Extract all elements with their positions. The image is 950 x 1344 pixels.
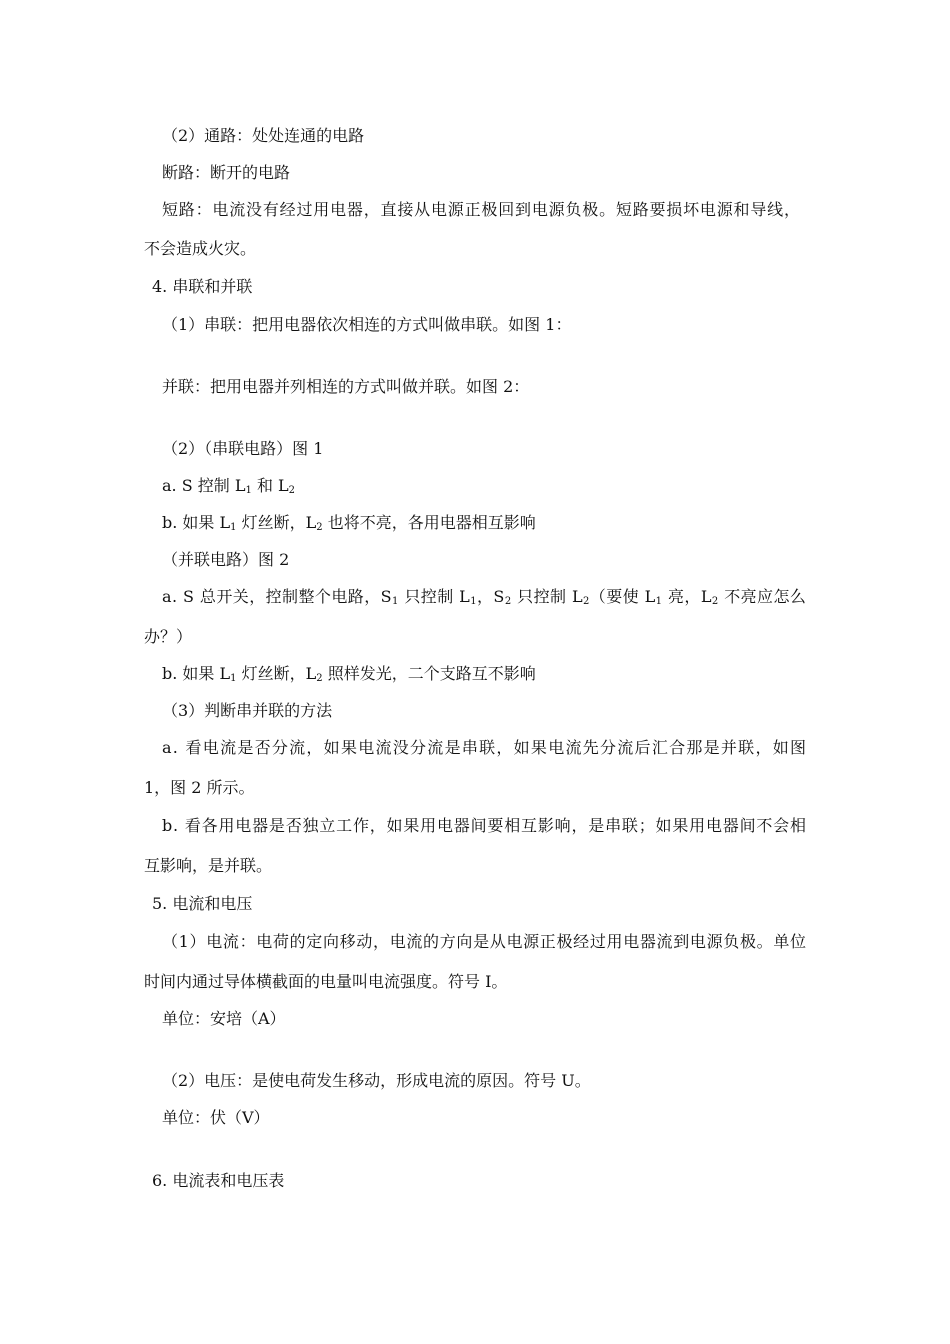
text-line: b. 看各用电器是否独立工作，如果用电器间要相互影响，是串联；如果用电器间不会相 — [162, 816, 807, 835]
text-line: a. 看电流是否分流，如果电流没分流是串联，如果电流先分流后汇合那是并联，如图 — [162, 738, 808, 757]
text-line: （2）通路：处处连通的电路 — [162, 126, 365, 145]
text-line: 并联：把用电器并列相连的方式叫做并联。如图 2： — [162, 377, 530, 396]
text-line: 办？） — [144, 627, 193, 646]
text-line: 单位：伏（V） — [162, 1108, 270, 1127]
text-line: 不会造成火灾。 — [144, 239, 257, 258]
text-line: b. 如果 $L_1$ 灯丝断，$L_2$ 也将不亮，各用电器相互影响 — [162, 513, 536, 533]
text-line: a. S 控制 $L_1$ 和 $L_2$ — [162, 476, 296, 496]
text-line: 时间内通过导体横截面的电量叫电流强度。符号 I。 — [144, 972, 508, 991]
text-line: （1）电流：电荷的定向移动，电流的方向是从电源正极经过用电器流到电源负极。单位 — [162, 932, 807, 951]
text-line: 6. 电流表和电压表 — [152, 1171, 285, 1190]
text-line: b. 如果 $L_1$ 灯丝断，$L_2$ 照样发光，二个支路互不影响 — [162, 664, 536, 684]
text-line: 断路：断开的电路 — [162, 163, 291, 182]
text-line: （2）电压：是使电荷发生移动，形成电流的原因。符号 U。 — [162, 1071, 591, 1090]
text-line: （3）判断串并联的方法 — [162, 701, 333, 720]
text-line: 1，图 2 所示。 — [144, 778, 255, 797]
text-line: 5. 电流和电压 — [152, 894, 253, 913]
text-line: （2）（串联电路）图 1 — [162, 439, 324, 458]
text-line: 单位：安培（A） — [162, 1009, 286, 1028]
text-line: （1）串联：把用电器依次相连的方式叫做串联。如图 1： — [162, 315, 572, 334]
text-line: 短路：电流没有经过用电器，直接从电源正极回到电源负极。短路要损坏电源和导线， — [162, 200, 801, 219]
text-line: 互影响，是并联。 — [144, 856, 273, 875]
text-line: （并联电路）图 2 — [162, 550, 290, 569]
text-line: 4. 串联和并联 — [152, 277, 253, 296]
text-line: a. S 总开关，控制整个电路，$S_1$ 只控制 $L_1$，$S_2$ 只控制 $L_2$（要使 $L_1$ 亮，$L_2$ 不亮应怎么 — [162, 587, 807, 607]
